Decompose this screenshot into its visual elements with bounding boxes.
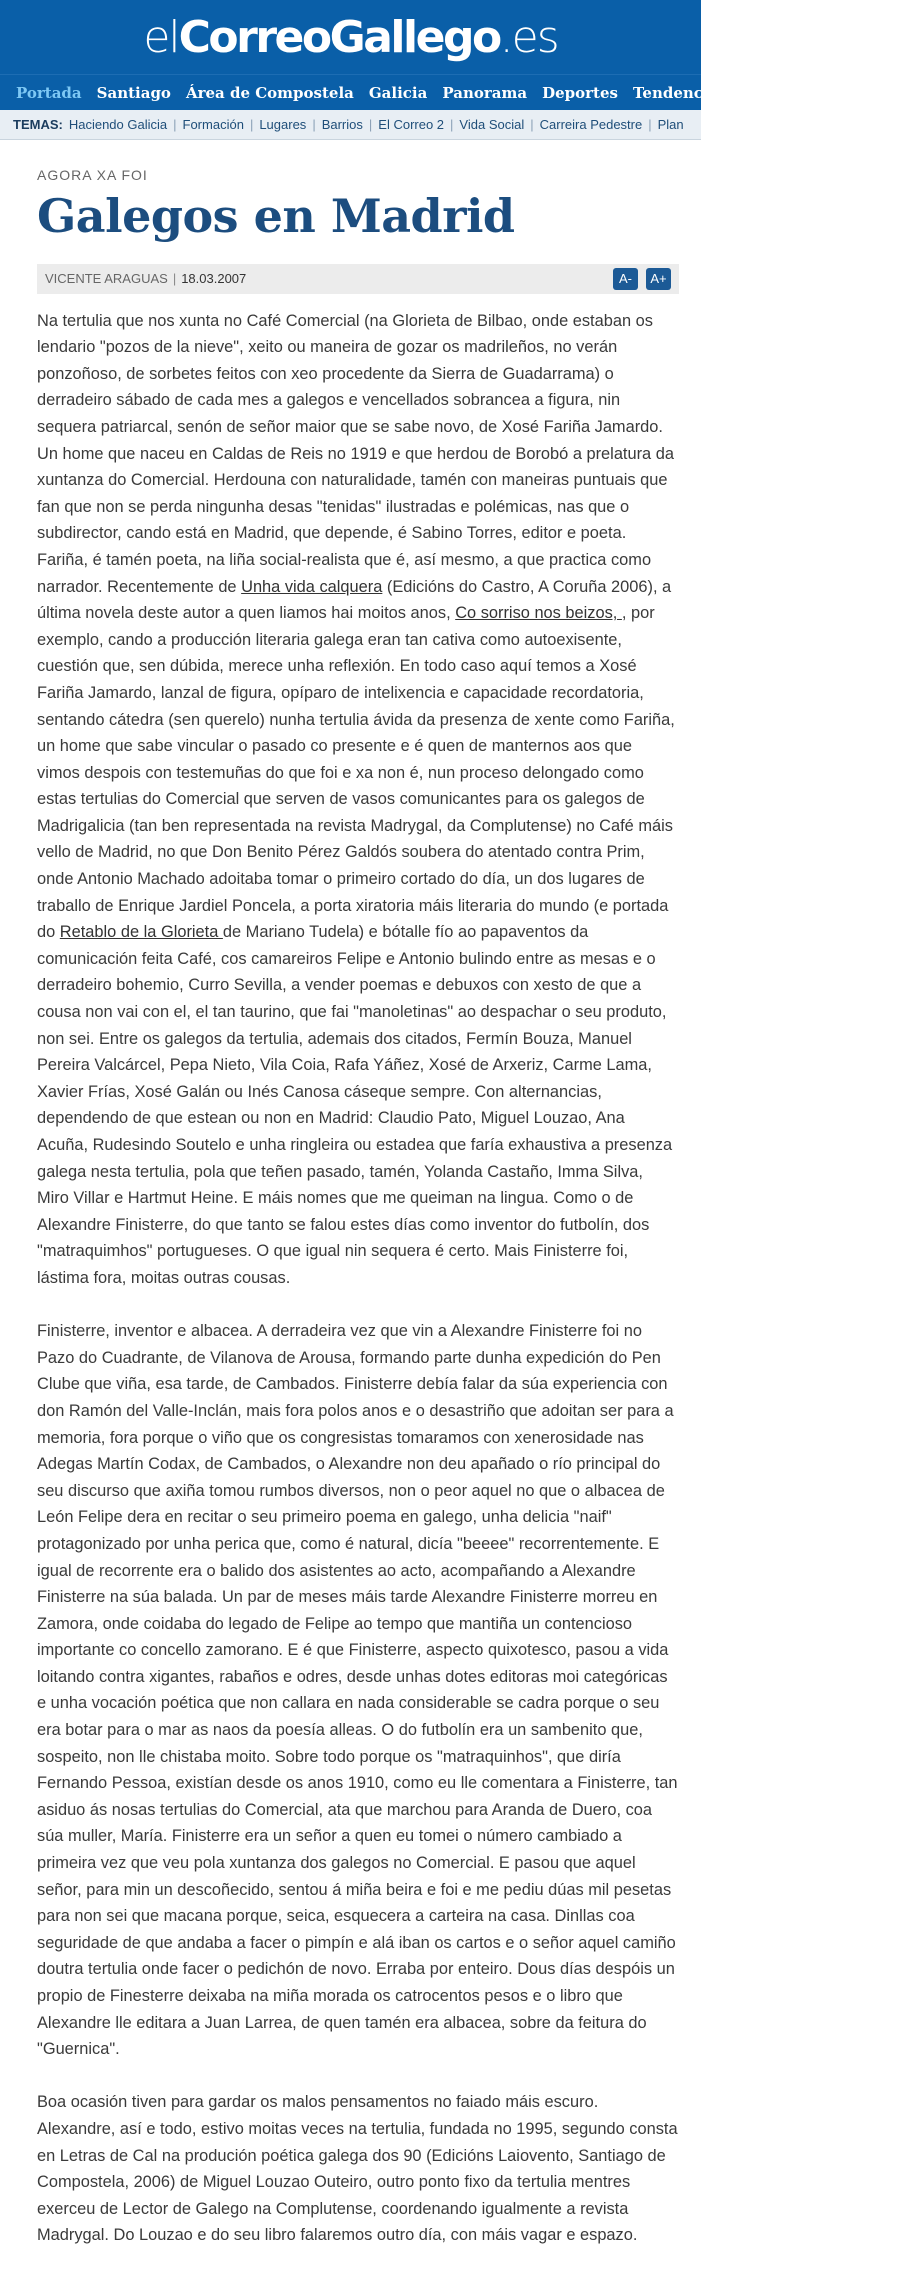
nav-item-area-de-compostela[interactable]: Área de Compostela — [185, 83, 354, 102]
topic-link[interactable]: Vida Social — [459, 117, 525, 132]
nav-item-portada[interactable]: Portada — [16, 83, 82, 102]
article-paragraph: Finisterre, inventor e albacea. A derradeira vez que vin a Alexandre Finisterre foi no Pazo do Cuadrante, de Vilanova de Arousa, formando parte dunha expedición do Pen Clube que viña, esa tarde, de Cambados. Finisterre debía falar da súa experiencia con don Ramón del Valle-Inclán, mais fora polos anos e o desastriño que adoitan ser para a memoria, fora porque o viño que os congresistas tomaramos con xenerosidade nas Adegas Martín Codax, de Cambados, o Alexandre non deu apañado o río principal do seu discurso que axiña tomou rumbos diversos, non o peor aquel no que o albacea de León Felipe dera en recitar o seu primeiro poema en galego, unha delicia "naif" protagonizado por unha perica que, como é natural, dicía "beeee" recorrentemente. E igual de recorrente era o balido dos asistentes ao acto, acompañando a Alexandre Finisterre na súa balada. Un par de meses máis tarde Alexandre Finisterre morreu en Zamora, onde coidaba do legado de Felipe ao tempo que mantiña un contencioso importante co concello zamorano. E é que Finisterre, aspecto quixotesco, pasou a vida loitando contra xigantes, rabaños e odres, desde unhas dotes editoras moi categóricas e unha vocación poética que non callara en nada considerable se cadra porque o seu era botar para o mar as naos da poesía alleas. O do futbolín era un sambenito que, sospeito, non lle chistaba moito. Sobre todo porque os "matraquinhos", que diría Fernando Pessoa, existían desde os anos 1910, como eu lle comentara a Finisterre, tan asiduo ás nosas tertulias do Comercial, ata que marchou para Aranda de Duero, coa súa muller, María. Finisterre era un señor a quen eu tomei o número cambiado a primeira vez que veu pola xuntanza dos galegos no Comercial. E pasou que aquel señor, para min un descoñecido, sentou á miña beira e foi e me pediu dúas mil pesetas para non sei que macana porque, seica, esquecera a carteira na casa. Dinllas coa seguridade de que andaba a facer o pimpín e alá iban os cartos e o señor aquel camiño doutra tertulia onde facer o pedichón de novo. Erraba por enteiro. Dous días despóis un propio de Finesterre deixaba na miña morada os catrocentos pesos e o libro que Alexandre lle editara a Juan Larrea, de quen tamén era albacea, sobre da feitura do "Guernica". — [37, 1322, 678, 2059]
topic-separator: | — [173, 117, 177, 132]
article-body — [37, 308, 679, 2249]
article-kicker: AGORA XA FOI — [37, 167, 148, 183]
meta-separator: | — [172, 271, 177, 287]
topic-separator: | — [249, 117, 254, 132]
nav-item-tendencias[interactable]: Tendencias — [632, 83, 727, 102]
topics-label: TEMAS: — [13, 117, 63, 132]
book-link-co-sorriso-nos-beizos[interactable]: Co sorriso nos beizos, — [455, 604, 622, 623]
site-logo[interactable]: elCorreoGallego.es — [143, 11, 558, 63]
article-title: Galegos en Madrid — [37, 189, 515, 243]
topic-separator: | — [530, 117, 534, 132]
nav-item-deportes[interactable]: Deportes — [542, 83, 618, 102]
topic-link[interactable]: El Correo 2 — [378, 117, 445, 132]
nav-item-panorama[interactable]: Panorama — [442, 83, 528, 102]
article-author: VICENTE ARAGUAS — [45, 271, 168, 287]
topic-link[interactable]: Carreira Pedestre — [539, 117, 643, 132]
topic-link[interactable]: Haciendo Galicia — [68, 117, 168, 132]
font-size-controls — [613, 268, 671, 290]
topic-separator: | — [312, 117, 316, 132]
topic-link[interactable]: Barrios — [321, 117, 363, 132]
topic-link[interactable]: Lugares — [259, 117, 307, 132]
article-date: 18.03.2007 — [181, 271, 247, 287]
nav-item-tecnologia[interactable]: Tecnología — [823, 83, 914, 102]
topic-link[interactable]: Plan — [657, 117, 684, 132]
book-link-retablo-de-la-glorieta[interactable]: Retablo de la Glorieta — [59, 923, 223, 942]
decrease-font-button[interactable]: A- — [613, 268, 638, 290]
main-nav — [0, 74, 914, 110]
topics-bar — [0, 110, 701, 140]
topic-link[interactable]: Formación — [182, 117, 244, 132]
book-link-unha-vida-calquera[interactable]: Unha vida calquera — [241, 577, 383, 596]
article — [0, 167, 701, 2249]
article-paragraph: Na tertulia que nos xunta no Café Comercial (na Glorieta de Bilbao, onde estaban os lendario "pozos de la nieve", xeito ou maneira de gozar os madrileños, no verán ponzoñoso, de sorbetes feitos con xeo procedente da Sierra de Guadarrama) o derradeiro sábado de cada mes a galegos e vencellados sobrancea a figura, nin sequera patriarcal, senón de señor maior que se sabe novo, de Xosé Fariña Jamardo. Un home que naceu en Caldas de Reis no 1919 e que herdou de Borobó a prelatura da xuntanza do Comercial. Herdouna con naturalidade, tamén con maneiras puntuais que fan que non se perda ningunha desas "tenidas" ilustradas e polémicas, nas que o subdirector, cando está en Madrid, que depende, é Sabino Torres, editor e poeta. Fariña, é tamén poeta, na liña social-realista que é, así mesmo, a que practica como narrador. Recentemente de Unha vida calquera (Edicións do Castro, A Coruña 2006), a última novela deste autor a quen liamos hai moitos anos, Co sorriso nos beizos, , por exemplo, cando a producción literaria galega eran tan cativa como autoexisente, cuestión que, sen dúbida, merece unha reflexión. En todo caso aquí temos a Xosé Fariña Jamardo, lanzal de figura, opíparo de intelixencia e capacidade recordatoria, sentando cátedra (sen querelo) nunha tertulia ávida da presenza de xente como Fariña, un home que sabe vincular o pasado co presente e é quen de manternos aos que vimos despois con testemuñas do que foi e xa non é, nun proceso delongado como estas tertulias do Comercial que serven de vasos comunicantes para os galegos de Madrigalicia (tan ben representada na revista Madrygal, da Complutense) no Café máis vello de Madrid, no que Don Benito Pérez Galdós soubera do atentado contra Prim, onde Antonio Machado adoitaba tomar o primeiro cortado do día, un dos lugares de traballo de Enrique Jardiel Poncela, a porta xiratoria máis literaria do mundo (e portada do Retablo de la Glorieta de Mariano Tudela) e bótalle fío ao papaventos da comunicación feita Café, cos camareiros Felipe e Antonio bulindo entre as mesas e o derradeiro bohemio, Curro Sevilla, a vender poemas e debuxos con xesto de que a cousa non vai con el, el tan taurino, que fai "manoletinas" ao despachar o seu produto, non sei. Entre os galegos da tertulia, ademais dos citados, Fermín Bouza, Manuel Pereira Valcárcel, Pepa Nieto, Vila Coia, Rafa Yáñez, Xosé de Arxeriz, Carme Lama, Xavier Frías, Xosé Galán ou Inés Canosa cáseque sempre. Con alternancias, dependendo de que estean ou non en Madrid: Claudio Pato, Miguel Louzao, Ana Acuña, Rudesindo Soutelo e unha ringleira ou estadea que faría exhaustiva a presenza galega nesta tertulia, pola que teñen pasado, tamén, Yolanda Castaño, Imma Silva, Miro Villar e Hartmut Heine. E máis nomes que me queiman na lingua. Como o de Alexandre Finisterre, do que tanto se falou estes días como inventor do futbolín, dos "matraquimhos" portugueses. O que igual nin sequera é certo. Mais Finisterre foi, lástima fora, moitas outras cousas. — [37, 311, 675, 1287]
increase-font-button[interactable]: A+ — [646, 268, 671, 290]
article-paragraph: Boa ocasión tiven para gardar os malos pensamentos no faiado máis escuro. Alexandre, así e todo, estivo moitas veces na tertulia, fundada no 1995, segundo consta en Letras de Cal na produción poética galega dos 90 (Edicións Laiovento, Santiago de Compostela, 2006) de Miguel Louzao Outeiro, outro ponto fixo da tertulia mentres exerceu de Lector de Galego na Complutense, coordenando igualmente a revista Madrygal. Do Louzao e do seu libro falaremos outro día, con máis vagar e espazo. — [37, 2093, 678, 2245]
article-meta-bar — [37, 264, 679, 294]
nav-item-santiago[interactable]: Santiago — [96, 83, 171, 102]
topic-separator: | — [450, 117, 454, 132]
topic-separator: | — [368, 117, 373, 132]
masthead — [0, 0, 701, 74]
nav-item-opinion[interactable]: Opinión — [741, 83, 809, 102]
topic-separator: | — [648, 117, 652, 132]
nav-item-galicia[interactable]: Galicia — [368, 83, 428, 102]
